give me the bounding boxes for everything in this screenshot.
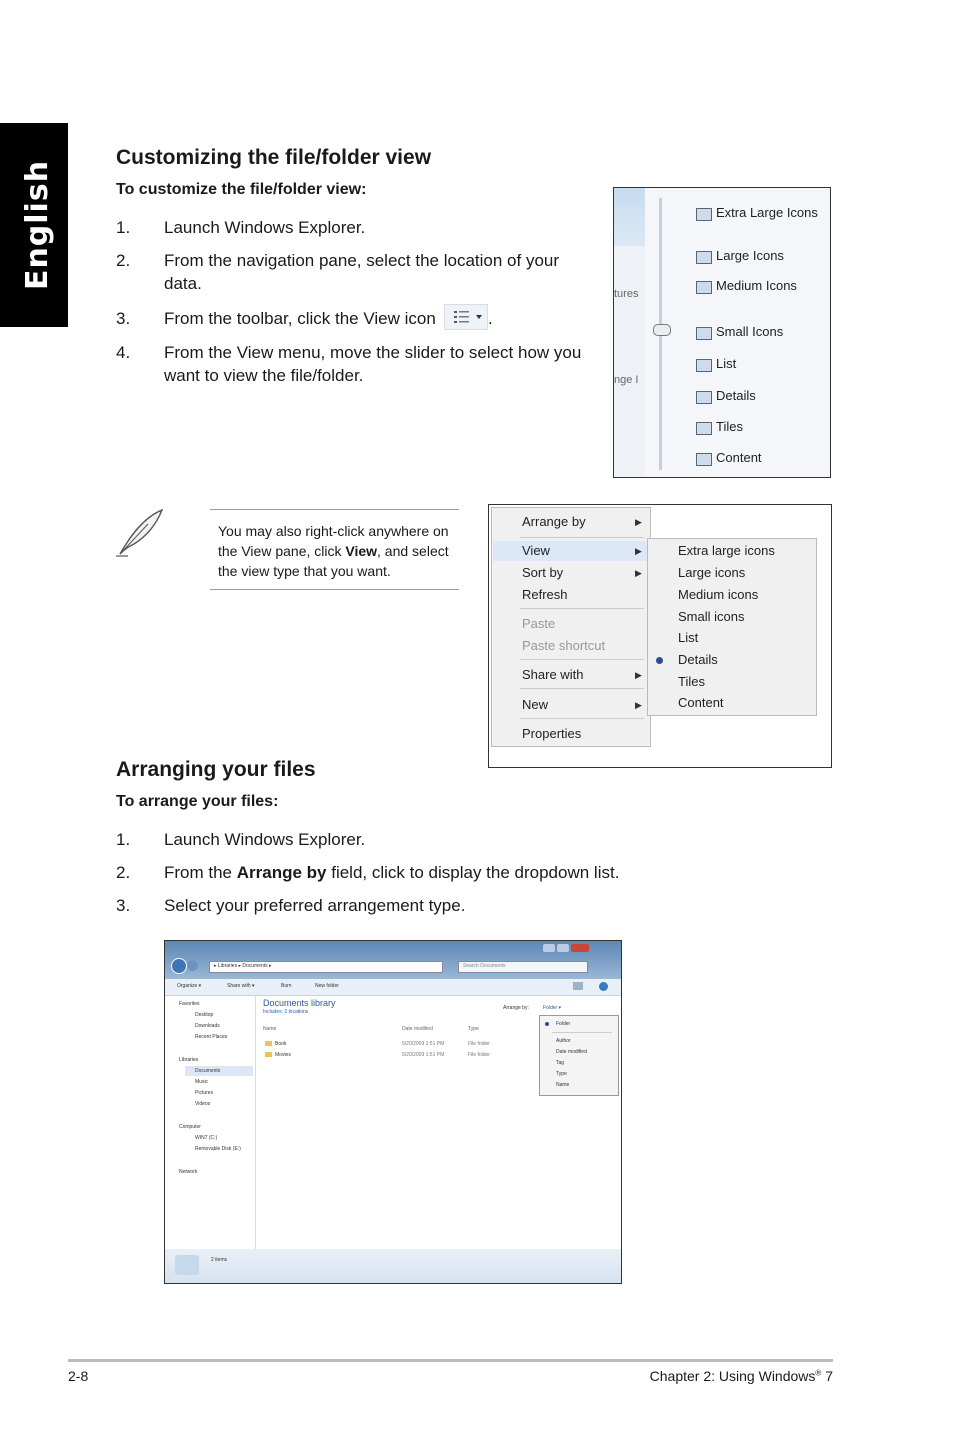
column-name[interactable]: Name — [263, 1026, 277, 1032]
list-icon — [696, 359, 712, 372]
submenu-item-extra-large-icons[interactable]: Extra large icons — [678, 543, 775, 558]
nav-recent-places[interactable]: Recent Places — [195, 1034, 228, 1040]
view-option-details[interactable]: Details — [716, 388, 756, 403]
chapter-version: 7 — [821, 1368, 833, 1384]
menu-item-view[interactable]: View — [522, 543, 550, 558]
arrange-by-dropdown-list — [539, 1015, 619, 1096]
nav-videos[interactable]: Videos — [195, 1101, 211, 1107]
back-icon[interactable] — [171, 958, 187, 974]
step-number: 3. — [116, 309, 131, 328]
dropdown-item-type[interactable]: Type — [556, 1071, 567, 1077]
submenu-arrow-icon: ▶ — [635, 670, 642, 680]
column-type[interactable]: Type — [468, 1026, 479, 1032]
selected-bullet-icon — [545, 1022, 549, 1026]
step-text: Select your preferred arrangement type. — [164, 896, 466, 915]
help-icon[interactable] — [599, 982, 608, 991]
submenu-item-list[interactable]: List — [678, 630, 699, 645]
menu-separator — [520, 659, 644, 660]
library-title: Documents library — [263, 998, 336, 1008]
extra-large-icons-icon — [696, 208, 712, 221]
cropped-text: tures — [614, 288, 639, 300]
search-box[interactable] — [458, 961, 588, 973]
arrange-by-dropdown[interactable]: Folder ▾ — [543, 1005, 562, 1011]
view-icon[interactable] — [573, 982, 583, 990]
tiles-icon — [696, 422, 712, 435]
section-title-arranging: Arranging your files — [116, 758, 316, 781]
step-number: 4. — [116, 343, 131, 362]
step-number: 3. — [116, 896, 131, 915]
submenu-item-content[interactable]: Content — [678, 695, 724, 710]
menu-separator — [520, 608, 644, 609]
file-row-type: File folder — [468, 1052, 490, 1058]
file-row-name[interactable]: Book — [275, 1041, 287, 1047]
content-icon — [696, 453, 712, 466]
dropdown-item-name[interactable]: Name — [556, 1082, 570, 1088]
toolbar-share-with[interactable]: Share with ▾ — [227, 983, 255, 989]
language-tab — [0, 123, 68, 327]
menu-item-sort-by[interactable]: Sort by — [522, 565, 564, 580]
step-text-part: field, click to display the dropdown list. — [326, 863, 620, 882]
view-slider-handle[interactable] — [653, 324, 671, 336]
note-text-part: You may also right-click anywhere on the View pane, click — [218, 523, 449, 559]
search-placeholder: Search Documents — [463, 963, 506, 969]
language-tab-label: English — [20, 159, 55, 291]
step-1 — [116, 216, 596, 240]
address-text: ▸ Libraries ▸ Documents ▸ — [214, 963, 272, 969]
column-date-modified[interactable]: Date modified — [402, 1026, 433, 1032]
step-3 — [116, 307, 596, 331]
view-option-content[interactable]: Content — [716, 450, 762, 465]
nav-libraries[interactable]: Libraries — [179, 1057, 199, 1063]
explorer-toolbar — [165, 979, 621, 996]
menu-item-refresh[interactable]: Refresh — [522, 587, 568, 602]
submenu-arrow-icon: ▶ — [635, 700, 642, 710]
nav-removable-disk[interactable]: Removable Disk (E:) — [195, 1146, 241, 1152]
view-option-list[interactable]: List — [716, 356, 737, 371]
file-row-date: 5/20/2009 1:51 PM — [402, 1052, 445, 1058]
submenu-item-large-icons[interactable]: Large icons — [678, 565, 746, 580]
note-text-bold: View — [345, 543, 378, 559]
dropdown-item-date-modified[interactable]: Date modified — [556, 1049, 587, 1055]
context-menu — [491, 507, 651, 747]
context-menu-screenshot — [488, 504, 832, 768]
step-4 — [116, 341, 596, 389]
file-row-type: File folder — [468, 1041, 490, 1047]
details-icon — [696, 391, 712, 404]
step-text: From the View menu, move the slider to select how you — [164, 343, 582, 362]
note-text — [218, 521, 458, 581]
view-menu-screenshot — [613, 187, 831, 478]
dropdown-item-author[interactable]: Author — [556, 1038, 571, 1044]
view-option-tiles[interactable]: Tiles — [716, 419, 743, 434]
menu-item-paste-shortcut[interactable]: Paste shortcut — [522, 638, 606, 653]
nav-win7-drive[interactable]: WIN7 (C:) — [195, 1135, 218, 1141]
chapter-title — [650, 1368, 833, 1384]
submenu-item-small-icons[interactable]: Small icons — [678, 609, 745, 624]
menu-separator — [520, 688, 644, 689]
view-option-medium-icons[interactable]: Medium Icons — [716, 278, 797, 293]
step-text: data. — [164, 274, 202, 293]
arrange-step-3 — [116, 894, 716, 918]
chapter-text: Chapter 2: Using Windows — [649, 1368, 816, 1384]
step-text: From the toolbar, click the View icon — [164, 309, 436, 328]
view-option-large-icons[interactable]: Large Icons — [716, 248, 784, 263]
status-item-count: 2 items — [211, 1257, 228, 1263]
toolbar-new-folder[interactable]: New folder — [315, 983, 339, 989]
toolbar-burn[interactable]: Burn — [281, 983, 292, 989]
explorer-screenshot — [164, 940, 622, 1284]
section-subtitle-customizing: To customize the file/folder view: — [116, 181, 367, 198]
view-icon — [444, 304, 488, 330]
selected-bullet-icon — [656, 657, 663, 664]
step-text: From the navigation pane, select the location of your — [164, 251, 560, 270]
toolbar-organize[interactable]: Organize ▾ — [177, 983, 202, 989]
section-subtitle-arranging: To arrange your files: — [116, 793, 279, 810]
small-icons-icon — [696, 327, 712, 340]
step-text-bold: Arrange by — [236, 863, 327, 882]
submenu-item-medium-icons[interactable]: Medium icons — [678, 587, 759, 602]
nav-downloads[interactable]: Downloads — [195, 1023, 220, 1029]
close-icon[interactable] — [571, 944, 589, 952]
step-number: 2. — [116, 251, 131, 270]
status-bar — [165, 1249, 621, 1283]
note-rule-bottom — [210, 589, 459, 590]
maximize-icon[interactable] — [557, 944, 569, 952]
nav-computer[interactable]: Computer — [179, 1124, 201, 1130]
dropdown-item-tag[interactable]: Tag — [556, 1060, 565, 1066]
library-icon — [175, 1255, 199, 1275]
menu-separator — [520, 537, 644, 538]
view-option-extra-large-icons[interactable]: Extra Large Icons — [716, 205, 818, 220]
nav-network[interactable]: Network — [179, 1169, 198, 1175]
submenu-arrow-icon: ▶ — [635, 568, 642, 578]
folder-icon — [265, 1041, 272, 1046]
arrange-by-label: Arrange by: — [503, 1005, 529, 1011]
medium-icons-icon — [696, 281, 712, 294]
section-title-customizing: Customizing the file/folder view — [116, 146, 432, 169]
nav-pictures[interactable]: Pictures — [195, 1090, 214, 1096]
feather-pen-icon — [114, 506, 166, 558]
menu-item-properties[interactable]: Properties — [522, 726, 582, 741]
menu-item-paste[interactable]: Paste — [522, 616, 556, 631]
nav-music[interactable]: Music — [195, 1079, 209, 1085]
step-number: 2. — [116, 863, 131, 882]
file-row-date: 5/20/2009 1:51 PM — [402, 1041, 445, 1047]
menu-item-share-with[interactable]: Share with — [522, 667, 584, 682]
navigation-pane — [171, 996, 256, 1249]
large-icons-icon — [696, 251, 712, 264]
submenu-arrow-icon: ▶ — [635, 517, 642, 527]
cropped-text: nge I — [614, 374, 639, 386]
page-number: 2-8 — [68, 1368, 89, 1384]
nav-documents[interactable]: Documents — [195, 1068, 221, 1074]
note-rule-top — [210, 509, 459, 510]
nav-desktop[interactable]: Desktop — [195, 1012, 214, 1018]
nav-favorites[interactable]: Favorites — [179, 1001, 200, 1007]
step-text: . — [488, 309, 493, 328]
view-option-small-icons[interactable]: Small Icons — [716, 324, 784, 339]
registered-mark: ® — [815, 1368, 822, 1378]
window-titlebar — [614, 188, 645, 246]
step-2 — [116, 249, 596, 297]
step-text: want to view the file/folder. — [164, 366, 364, 385]
menu-item-arrange-by[interactable]: Arrange by — [522, 514, 586, 529]
dropdown-separator — [552, 1032, 612, 1033]
library-includes[interactable]: Includes: 2 locations — [263, 1009, 309, 1015]
submenu-item-tiles[interactable]: Tiles — [678, 674, 705, 689]
minimize-icon[interactable] — [543, 944, 555, 952]
menu-highlight — [493, 541, 647, 561]
step-number: 1. — [116, 218, 131, 237]
note-text-part: , and select the view type that you want. — [218, 543, 449, 579]
forward-icon[interactable] — [187, 960, 198, 971]
menu-item-new[interactable]: New — [522, 697, 549, 712]
step-text-part: From the — [164, 863, 237, 882]
step-text: Launch Windows Explorer. — [164, 218, 366, 237]
step-number: 1. — [116, 830, 131, 849]
step-text: Launch Windows Explorer. — [164, 830, 366, 849]
view-submenu — [647, 538, 817, 716]
address-bar[interactable] — [209, 961, 443, 973]
submenu-item-details[interactable]: Details — [678, 652, 718, 667]
menu-separator — [520, 718, 644, 719]
footer-rule — [68, 1359, 833, 1362]
folder-icon — [265, 1052, 272, 1057]
dropdown-item-folder[interactable]: Folder — [556, 1021, 571, 1027]
file-row-name[interactable]: Movies — [275, 1052, 291, 1058]
arrange-step-1 — [116, 828, 716, 852]
submenu-arrow-icon: ▶ — [635, 546, 642, 556]
step-text — [164, 861, 619, 884]
arrange-step-2 — [116, 861, 716, 885]
